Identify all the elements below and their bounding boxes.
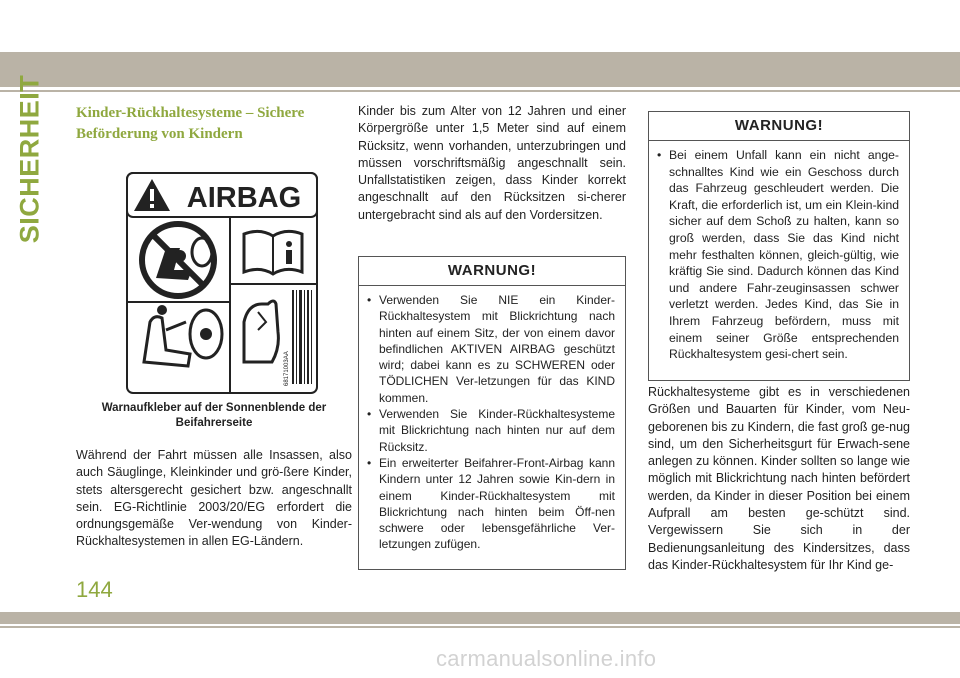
header-band: [0, 52, 960, 87]
warning-title: WARNUNG!: [649, 112, 909, 141]
barcode-code-text: 68171003AA: [284, 351, 290, 386]
warning-title: WARNUNG!: [359, 257, 625, 286]
warning-item: • Verwenden Sie NIE ein Kinder-Rückhaltesystem mit Blickrichtung nach hinten auf einem Sitz, der von einem davor befindlichen AKTIVEN AIRBAG geschützt wird; dabei kann es zu SCHWEREN oder TÖDLICHEN Ver-letzungen für das KIND kommen.: [367, 292, 615, 406]
warning-list: [649, 141, 909, 363]
airbag-label-text: AIRBAG: [186, 182, 302, 214]
warning-list: [359, 286, 625, 553]
section-side-label: [12, 74, 48, 244]
watermark-text: carmanualsonline.info: [436, 646, 657, 671]
child-age-paragraph: Kinder bis zum Alter von 12 Jahren und einer Körpergröße unter 1,5 Meter sind auf einem Rücksitz, wenn vorhanden, unterzubringen und müssen vorschriftsmäßig angeschnallt sein. Unfallstatistiken zeigen, dass Kinder korrekt angeschnallt auf den Rücksitzen si-cherer untergebracht sind als auf den Vordersitzen.: [358, 104, 626, 222]
page-number: 144: [76, 577, 113, 602]
footer-rule: [0, 626, 960, 628]
header-rule: [0, 90, 960, 92]
restraint-types-paragraph: Rückhaltesysteme gibt es in verschiedenen Größen und Bauarten für Kinder, vom Neu-geborenen bis zu Kindern, die fast groß ge-nug sind, um den Sicherheitsgurt für Erwach-sene anlegen zu können. Kinder sollten so lange wie möglich mit Blickrichtung nach hinten befördert werden, da Kinder in dieser Position bei einem Aufprall am besten ge-schützt sind. Vergewissern Sie sich in der Bedienungsanleitung des Kindersitzes, dass das Kinder-Rückhaltesystem für Ihr Kind ge-: [648, 385, 910, 572]
warning-item: • Verwenden Sie Kinder-Rückhaltesysteme mit Blickrichtung nach hinten nur auf dem Rücksitz.: [367, 406, 615, 455]
intro-paragraph: Während der Fahrt müssen alle Insassen, also auch Säuglinge, Kleinkinder und grö-ßere Kinder, stets altersgerecht gesichert bzw. angeschnallt sein. EG-Richtlinie 2003/20/EG erfordert die ordnungsgemäße Ver-wendung von Kinder-Rückhaltesystemen in allen EG-Ländern.: [76, 448, 352, 549]
warning-box-unrestrained-child: [648, 111, 910, 381]
section-heading: Kinder-Rückhaltesysteme – Sichere Beförderung von Kindern: [76, 105, 305, 142]
section-label-text: SICHERHEIT: [14, 74, 45, 244]
airbag-warning-label-figure: [126, 172, 318, 394]
warning-box-rear-facing: [358, 256, 626, 570]
footer-band: [0, 612, 960, 624]
warning-item: • Bei einem Unfall kann ein nicht ange-schnalltes Kind wie ein Geschoss durch das Fahrzeug geschleudert werden. Die Kraft, die erforderlich ist, um ein Klein-kind sicher auf dem Schoß zu halten, kann so groß werden, dass Sie das Kind nicht mehr festhalten können, gleich-gültig, wie kräftig Sie sind. Dadurch können das Kind und andere Fahr-zeuginsassen schwer verletzt werden. Jedes Kind, das Sie in Ihrem Fahrzeug befördern, muss mit einem seiner Größe entsprechenden Rückhaltesystem gesi-chert sein.: [657, 147, 899, 363]
figure-caption: Warnaufkleber auf der Sonnenblende der Beifahrerseite: [101, 402, 327, 429]
warning-item: • Ein erweiterter Beifahrer-Front-Airbag kann Kindern unter 12 Jahren sowie Kin-dern in einem Kinder-Rückhaltesystem mit Blickrichtung nach hinten beim Öff-nen schwere oder lebensgefährliche Ver-letzungen zufügen.: [367, 455, 615, 553]
